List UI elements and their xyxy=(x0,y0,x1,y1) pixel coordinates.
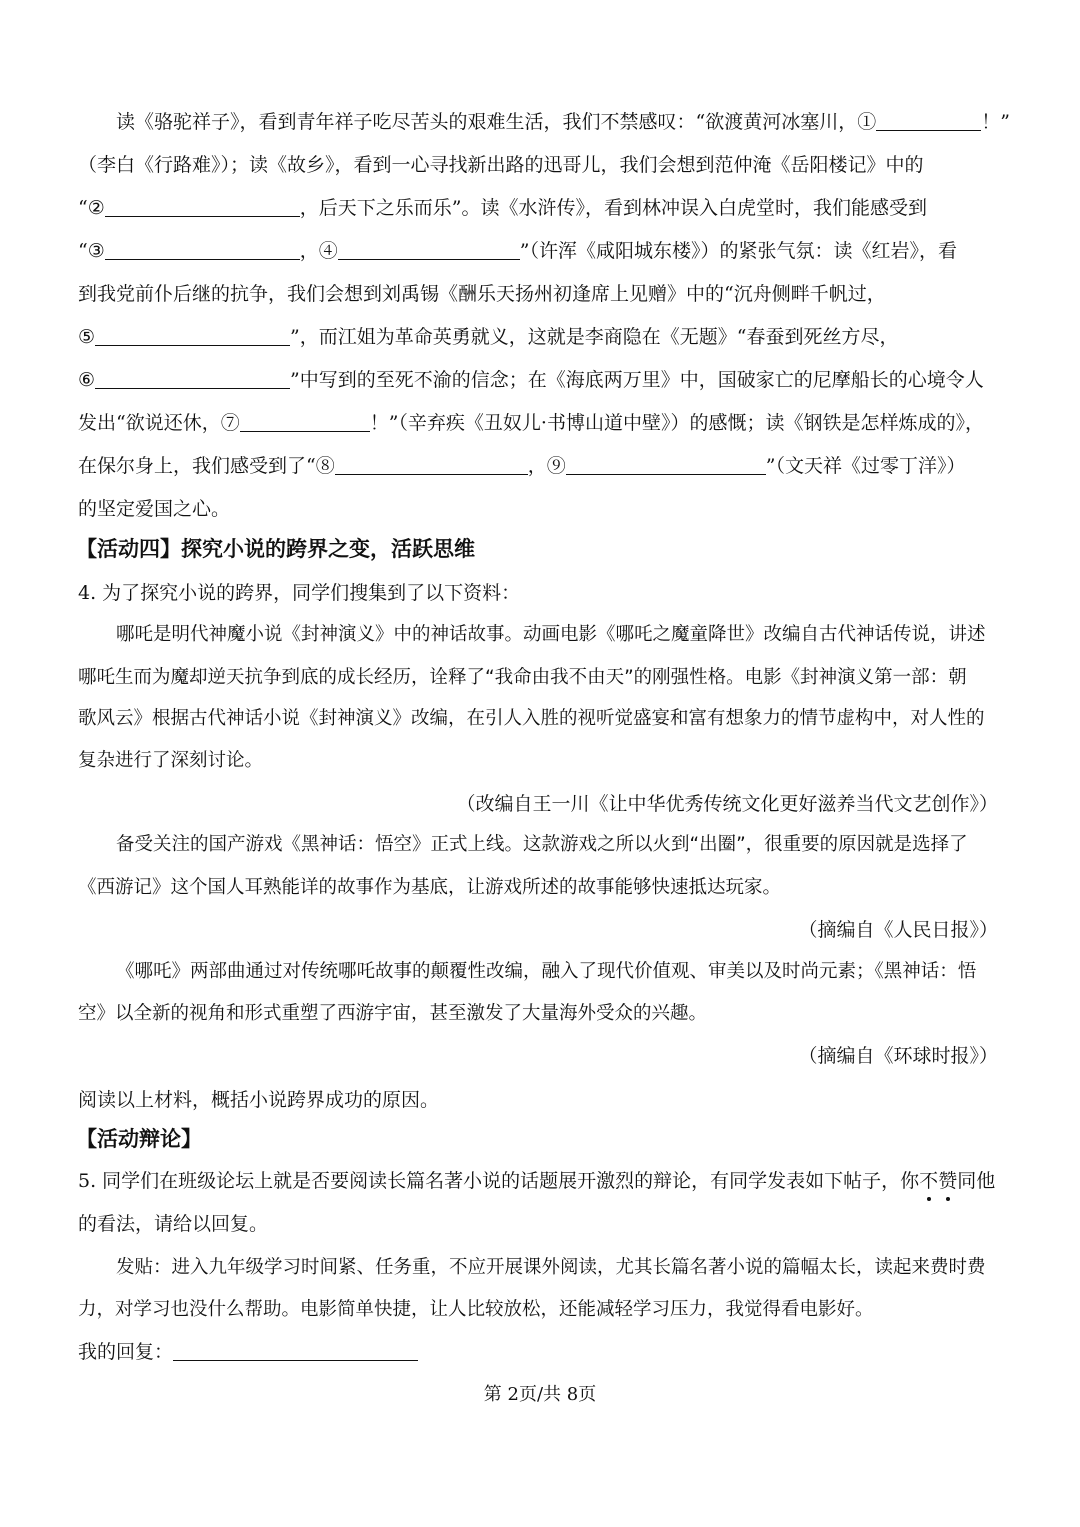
reply-blank[interactable] xyxy=(173,1340,418,1361)
reply-line xyxy=(78,1339,418,1365)
blank-1[interactable] xyxy=(876,110,981,131)
passage-line-6 xyxy=(78,324,898,350)
material-1-line-2: 哪吒生而为魔却逆天抗争到底的成长经历，诠释了“我命由我不由天”的刚强性格。电影《封神演义第一部：朝 xyxy=(78,667,967,688)
blank-5[interactable] xyxy=(95,325,290,346)
activity4-heading: 【活动四】探究小说的跨界之变，活跃思维 xyxy=(76,536,475,561)
passage-line-5: 到我党前仆后继的抗争，我们会想到刘禹锡《酬乐天扬州初逢席上见赠》中的“沉舟侧畔千帆过， xyxy=(78,283,886,305)
debate-heading: 【活动辩论】 xyxy=(76,1126,202,1151)
text: ，后天下之乐而乐”。读《水浒传》，看到林冲误入白虎堂时，我们能感受到 xyxy=(299,197,927,219)
material-1-line-4: 复杂进行了深刻讨论。 xyxy=(78,750,264,771)
page-footer: 第 2页/共 8页 xyxy=(483,1384,597,1405)
material-1-line-3: 歌风云》根据古代神话小说《封神演义》改编，在引人入胜的视听觉盛宴和富有想象力的情节虚构中，对人性的 xyxy=(78,708,985,729)
material-2-source: （摘编自《人民日报》） xyxy=(798,919,998,941)
blank-3[interactable] xyxy=(105,239,300,260)
passage-line-9 xyxy=(78,453,965,479)
text: 读《骆驼祥子》，看到青年祥子吃尽苦头的艰难生活，我们不禁感叹：“欲渡黄河冰塞川，① xyxy=(116,111,877,133)
passage-line-3 xyxy=(78,195,927,221)
text: 同他 xyxy=(957,1170,996,1192)
text: ”，而江姐为革命英勇就义，这就是李商隐在《无题》“春蚕到死丝方尽， xyxy=(290,326,899,348)
text: ⑥ xyxy=(78,369,96,391)
passage-line-7 xyxy=(78,367,984,393)
text: ，④ xyxy=(299,240,338,262)
passage-line-10: 的坚定爱国之心。 xyxy=(78,498,231,520)
material-2-line-1: 备受关注的国产游戏《黑神话：悟空》正式上线。这款游戏之所以火到“出圈”，很重要的原因就是选择了 xyxy=(116,834,968,855)
question-5-line-1 xyxy=(78,1168,995,1194)
passage-line-1 xyxy=(116,109,1010,135)
text: 发出“欲说还休，⑦ xyxy=(78,412,240,434)
text: ”（许浑《咸阳城东楼》）的紧张气氛：读《红岩》，看 xyxy=(519,240,957,262)
text: “② xyxy=(78,197,105,219)
text: 5. 同学们在班级论坛上就是否要阅读长篇名著小说的话题展开激烈的辩论，有同学发表如下帖子，你 xyxy=(78,1170,920,1192)
blank-7[interactable] xyxy=(240,411,370,432)
post-line-2: 力，对学习也没什么帮助。电影简单快捷，让人比较放松，还能减轻学习压力，我觉得看电影好。 xyxy=(78,1299,874,1320)
emphasis-char: 赞 xyxy=(938,1170,958,1192)
question-4: 4. 为了探究小说的跨界，同学们搜集到了以下资料： xyxy=(78,582,521,604)
activity4-task: 阅读以上材料，概括小说跨界成功的原因。 xyxy=(78,1089,440,1111)
passage-line-4 xyxy=(78,238,957,264)
text: 在保尔身上，我们感受到了“⑧ xyxy=(78,455,335,477)
material-3-line-1: 《哪吒》两部曲通过对传统哪吒故事的颠覆性改编，融入了现代价值观、审美以及时尚元素；《黑神话：悟 xyxy=(116,961,977,982)
question-5-line-2: 的看法，请给以回复。 xyxy=(78,1213,269,1235)
text: ，⑨ xyxy=(527,455,566,477)
text: ”（文天祥《过零丁洋》） xyxy=(765,455,966,477)
post-line-1: 发贴：进入九年级学习时间紧、任务重，不应开展课外阅读，尤其长篇名著小说的篇幅太长，读起来费时费 xyxy=(116,1257,986,1278)
material-3-line-2: 空》以全新的视角和形式重塑了西游宇宙，甚至激发了大量海外受众的兴趣。 xyxy=(78,1003,708,1024)
passage-line-8 xyxy=(78,410,984,436)
blank-2[interactable] xyxy=(105,196,300,217)
text: ！” xyxy=(981,111,1010,133)
blank-6[interactable] xyxy=(95,368,290,389)
blank-8[interactable] xyxy=(335,454,528,475)
material-2-line-2: 《西游记》这个国人耳熟能详的故事作为基底，让游戏所述的故事能够快速抵达玩家。 xyxy=(78,877,782,898)
emphasis-char: 不 xyxy=(919,1170,939,1192)
blank-4[interactable] xyxy=(338,239,520,260)
material-3-source: （摘编自《环球时报》） xyxy=(798,1045,998,1067)
blank-9[interactable] xyxy=(566,454,766,475)
material-1-source: （改编自王一川《让中华优秀传统文化更好滋养当代文艺创作》） xyxy=(456,793,998,815)
text: ”中写到的至死不渝的信念；在《海底两万里》中，国破家亡的尼摩船长的心境令人 xyxy=(290,369,984,391)
reply-label: 我的回复： xyxy=(78,1341,174,1363)
passage-line-2: （李白《行路难》）；读《故乡》，看到一心寻找新出路的迅哥儿，我们会想到范仲淹《岳阳楼记》中的 xyxy=(78,154,924,176)
text: ！”（辛弃疾《丑奴儿·书博山道中壁》）的感慨；读《钢铁是怎样炼成的》， xyxy=(369,412,984,434)
text: “③ xyxy=(78,240,105,262)
text: ⑤ xyxy=(78,326,96,348)
material-1-line-1: 哪吒是明代神魔小说《封神演义》中的神话故事。动画电影《哪吒之魔童降世》改编自古代神话传说，讲述 xyxy=(116,624,986,645)
